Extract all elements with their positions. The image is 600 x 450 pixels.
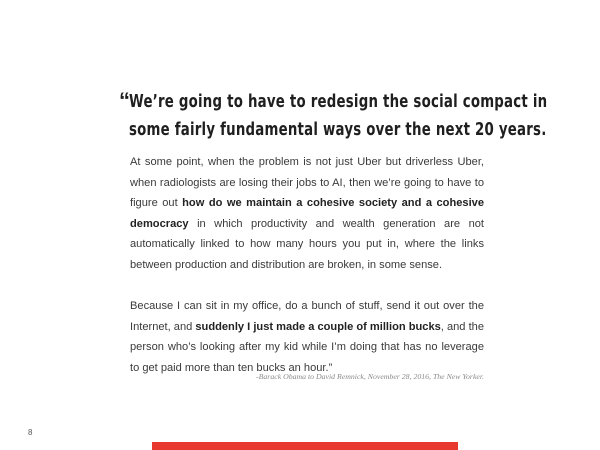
headline-line-2: some fairly fundamental ways over the next 20 years.: [129, 119, 547, 140]
paragraph-2-text-a: Because I can sit in my office, do a bunch of stuff, send it out over the Internet, and: [130, 300, 484, 333]
quote-body: [130, 152, 484, 379]
quote-paragraph-2: [130, 296, 484, 378]
accent-bar: [152, 442, 458, 450]
headline-line-1: We’re going to have to redesign the social compact in: [129, 91, 548, 112]
pull-quote-headline: [129, 88, 548, 144]
paragraph-2-text-b: , and the person who’s looking after my kid while I’m doing that has no leverage to get paid more than ten bucks an hour.”: [130, 320, 484, 374]
quote-attribution: -Barack Obama to David Remnick, November 28, 2016, The New Yorker.: [256, 372, 484, 381]
paragraph-1-text-a: At some point, when the problem is not just Uber but driverless Uber, when radiologists are losing their jobs to AI, then we’re going to have to figure out: [130, 156, 484, 210]
quote-paragraph-1: [130, 152, 484, 276]
paragraph-1-text-b: in which productivity and wealth generation are not automatically linked to how many hours you put in, where the links between production and distribution are broken, in some sense.: [130, 217, 484, 271]
page-number: 8: [28, 428, 33, 437]
paragraph-2-emphasis: suddenly I just made a couple of million bucks: [195, 320, 441, 333]
open-quote-mark: “: [119, 88, 130, 113]
paragraph-1-emphasis: how do we maintain a cohesive society and a cohesive democracy: [130, 197, 484, 230]
